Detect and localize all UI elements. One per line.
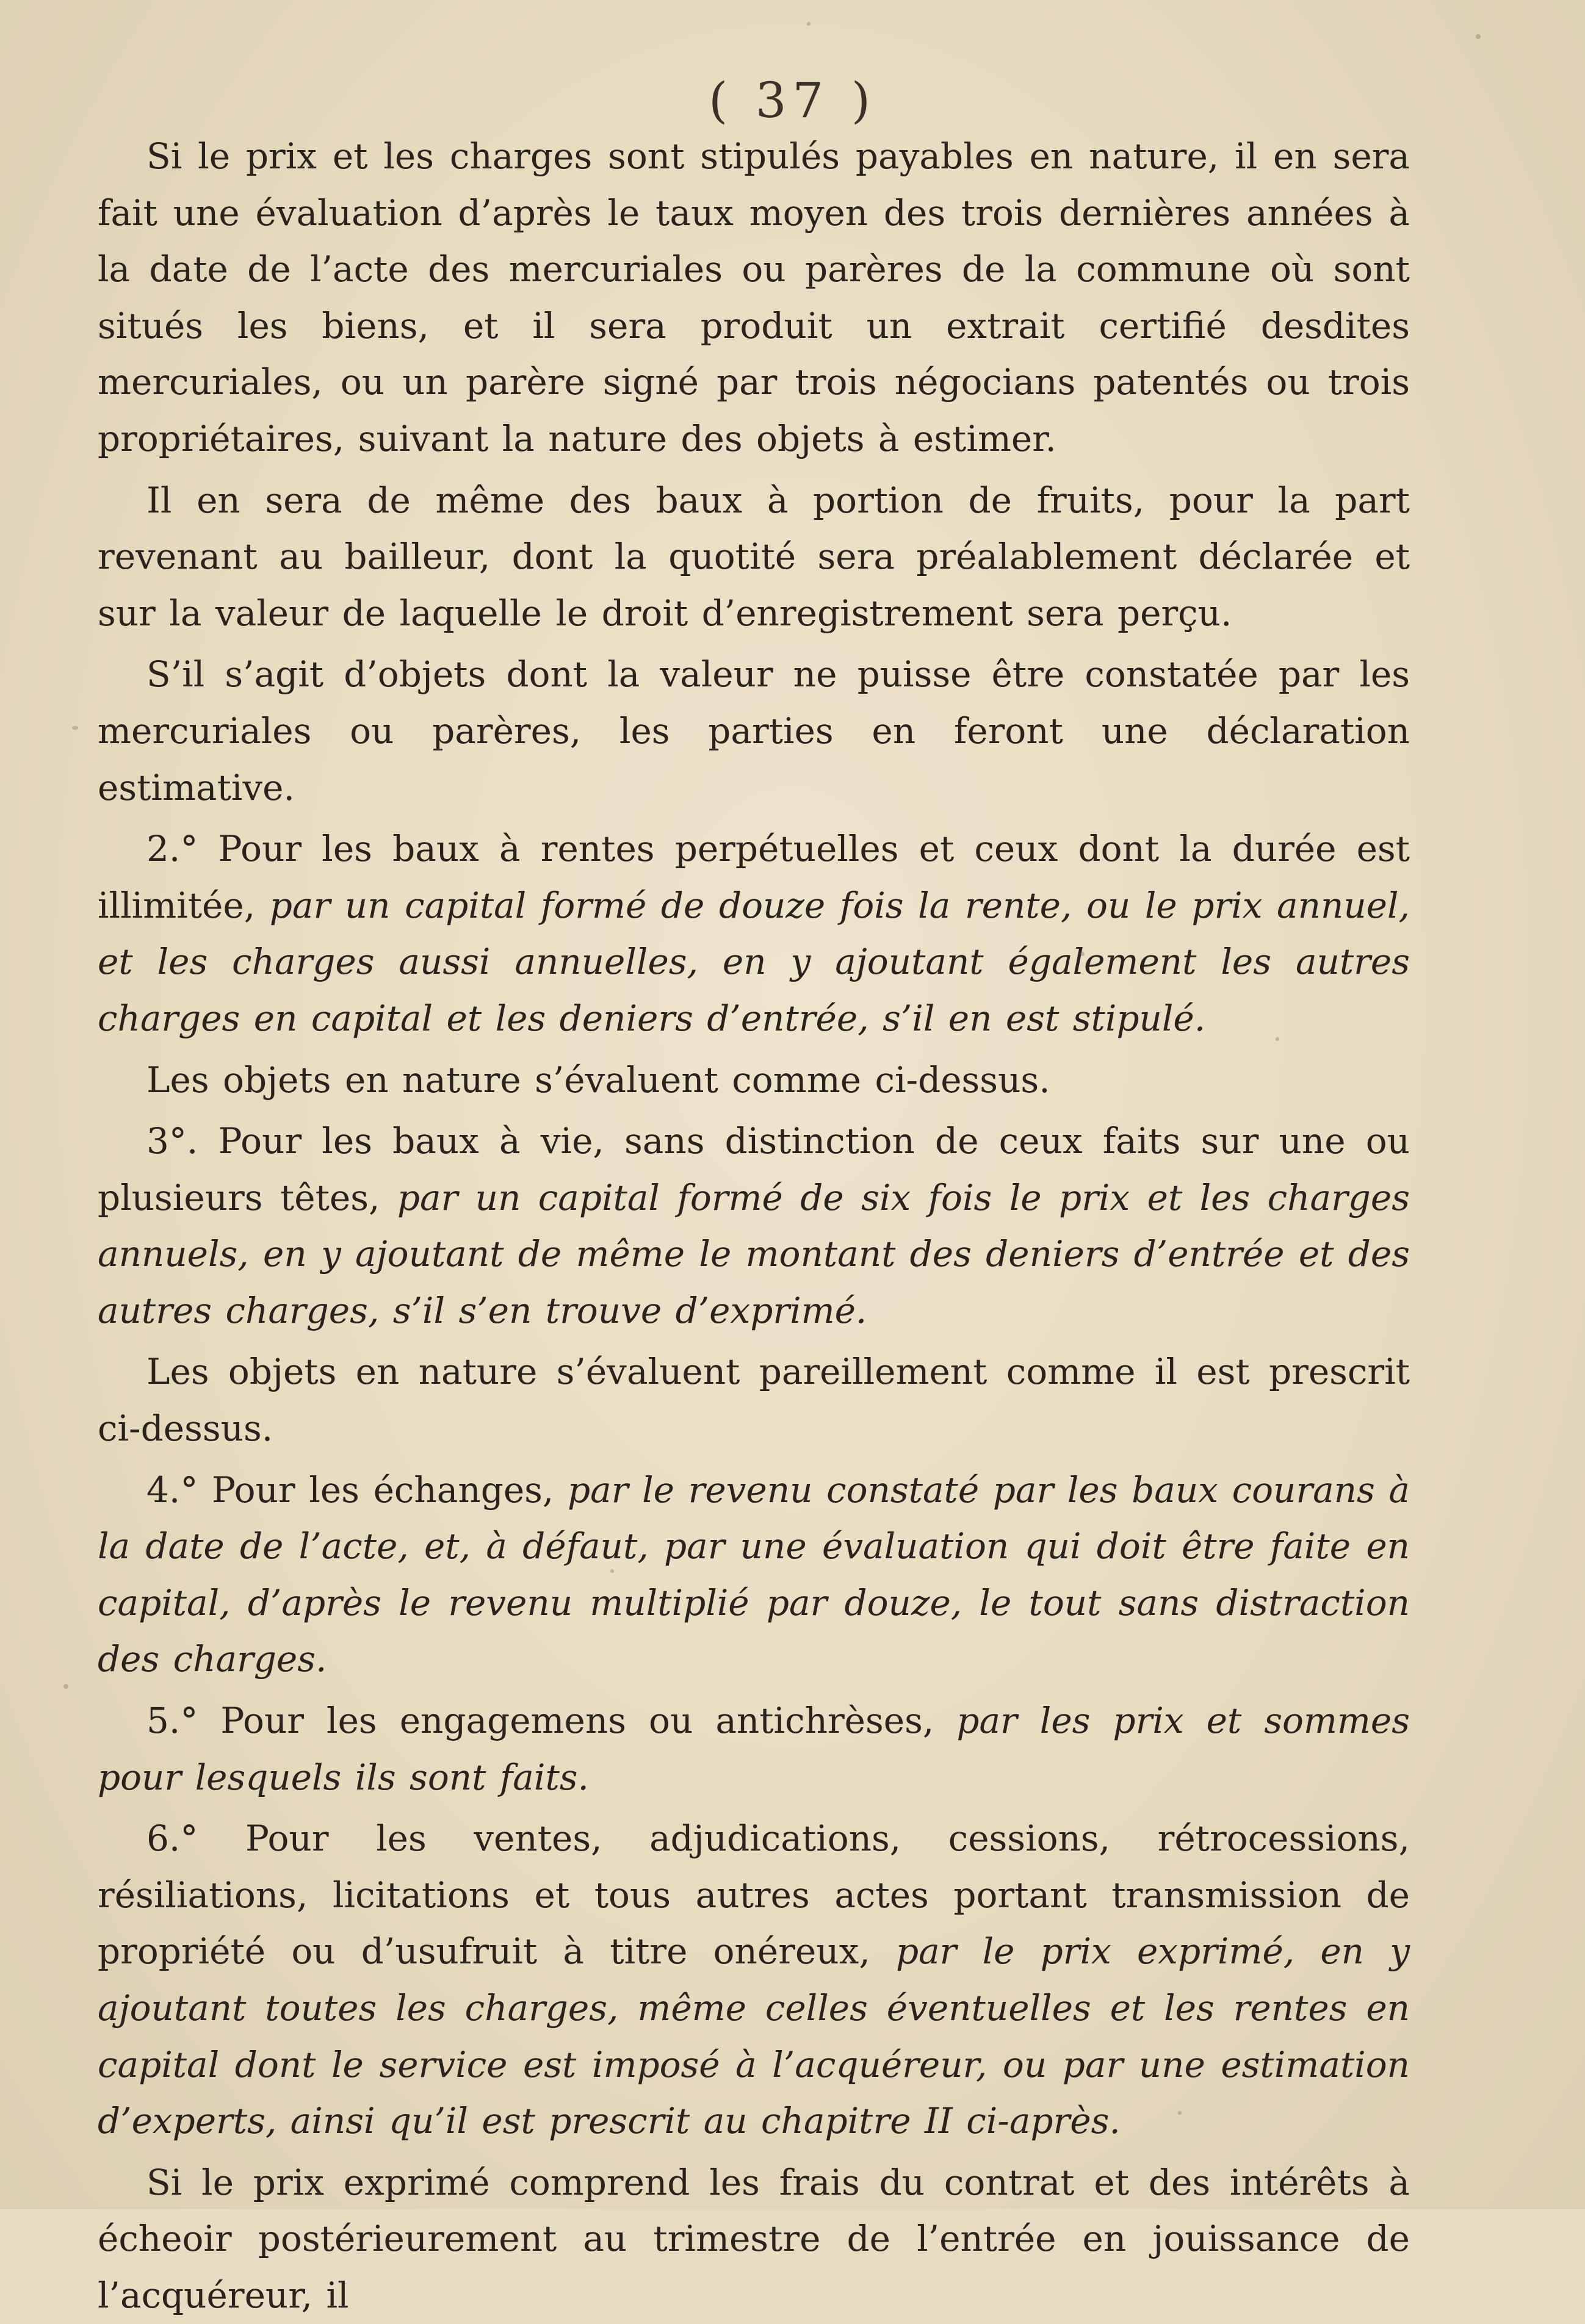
paragraph-declaration-estimative <box>98 646 1410 816</box>
body-text <box>98 128 1410 2324</box>
paper-speck <box>1476 34 1481 39</box>
paper-speck <box>1276 1037 1279 1041</box>
paragraph-italic: par les prix et sommes pour lesquels ils sont faits. <box>98 1700 1410 1798</box>
paragraph-echanges <box>98 1462 1410 1688</box>
paragraph-lead: 4.° Pour les échanges, <box>146 1469 554 1511</box>
paragraph-text: Si le prix et les charges sont stipulés payables en nature, il en sera fait une évaluation d’après le taux moyen des trois dernières années à la date de l’acte des mercuriales ou parères de la commune où sont situés les biens, et il sera produit un extrait certifié desdites mercuriales, ou un parère signé par trois négocians patentés ou trois propriétaires, suivant la nature des objets à estimer. <box>98 135 1410 459</box>
paper-speck <box>63 1684 68 1689</box>
paragraph-text: Si le prix exprimé comprend les frais du contrat et des intérêts à écheoir postérieurement au trimestre de l’entrée en jouissance de l’acquéreur, il <box>98 2161 1410 2316</box>
paragraph-italic: par un capital formé de douze fois la rente, ou le prix annuel, et les charges aussi annuelles, en y ajoutant également les autres charges en capital et les deniers d’entrée, s’il en est stipulé. <box>98 884 1410 1039</box>
paper-speck <box>1080 952 1085 956</box>
paragraph-portion-de-fruits <box>98 472 1410 642</box>
paragraph-text: Les objets en nature s’évaluent comme ci-dessus. <box>146 1059 1050 1101</box>
paragraph-text: Les objets en nature s’évaluent pareillement comme il est prescrit ci-dessus. <box>98 1351 1410 1450</box>
paper-speck <box>72 726 78 730</box>
paragraph-italic: par le prix exprimé, en y ajoutant toutes les charges, même celles éventuelles et les rentes en capital dont le service est imposé à l’acquéreur, ou par une estimation d’experts, ainsi qu’il est prescrit au chapitre II ci-après. <box>98 1930 1410 2142</box>
paper-speck <box>610 1569 614 1573</box>
paragraph-text: Il en sera de même des baux à portion de fruits, pour la part revenant au bailleur, dont la quotité sera préalablement déclarée et sur la valeur de laquelle le droit d’enregistrement sera perçu. <box>98 479 1410 634</box>
paper-speck <box>1178 2111 1182 2115</box>
paragraph-lead: 5.° Pour les engagemens ou antichrèses, <box>146 1700 934 1742</box>
paragraph-engagemens <box>98 1693 1410 1805</box>
paragraph-baux-a-vie <box>98 1113 1410 1339</box>
paragraph-italic: par un capital formé de six fois le prix et les charges annuels, en y ajoutant de même le montant des deniers d’entrée et des autres charges, s’il s’en trouve d’exprimé. <box>98 1176 1410 1331</box>
paragraph-ventes <box>98 1810 1410 2150</box>
paragraph-lead: 3°. Pour les baux à vie, sans distinction de ceux faits sur une ou plusieurs têtes, <box>98 1120 1410 1218</box>
paragraph-lead: 2.° Pour les baux à rentes perpétuelles et ceux dont la durée est illimitée, <box>98 828 1410 926</box>
paragraph-mercuriales <box>98 128 1410 467</box>
paragraph-objets-nature-2 <box>98 1344 1410 1456</box>
page-number: ( 37 ) <box>708 72 877 129</box>
paper-speck <box>807 22 811 26</box>
paragraph-objets-nature-1 <box>98 1052 1410 1109</box>
paragraph-lead: 6.° Pour les ventes, adjudications, cessions, rétrocessions, résiliations, licitations et tous autres actes portant transmission de propriété ou d’usufruit à titre onéreux, <box>98 1818 1410 1973</box>
paragraph-italic: par le revenu constaté par les baux courans à la date de l’acte, et, à défaut, par une évaluation qui doit être faite en capital, d’après le revenu multiplié par douze, le tout sans distraction des charges. <box>98 1469 1410 1680</box>
paragraph-prix-exprime <box>98 2154 1410 2324</box>
paragraph-text: S’il s’agit d’objets dont la valeur ne puisse être constatée par les mercuriales ou parères, les parties en feront une déclaration estimative. <box>98 653 1410 808</box>
paragraph-baux-rentes-perpetuelles <box>98 821 1410 1046</box>
